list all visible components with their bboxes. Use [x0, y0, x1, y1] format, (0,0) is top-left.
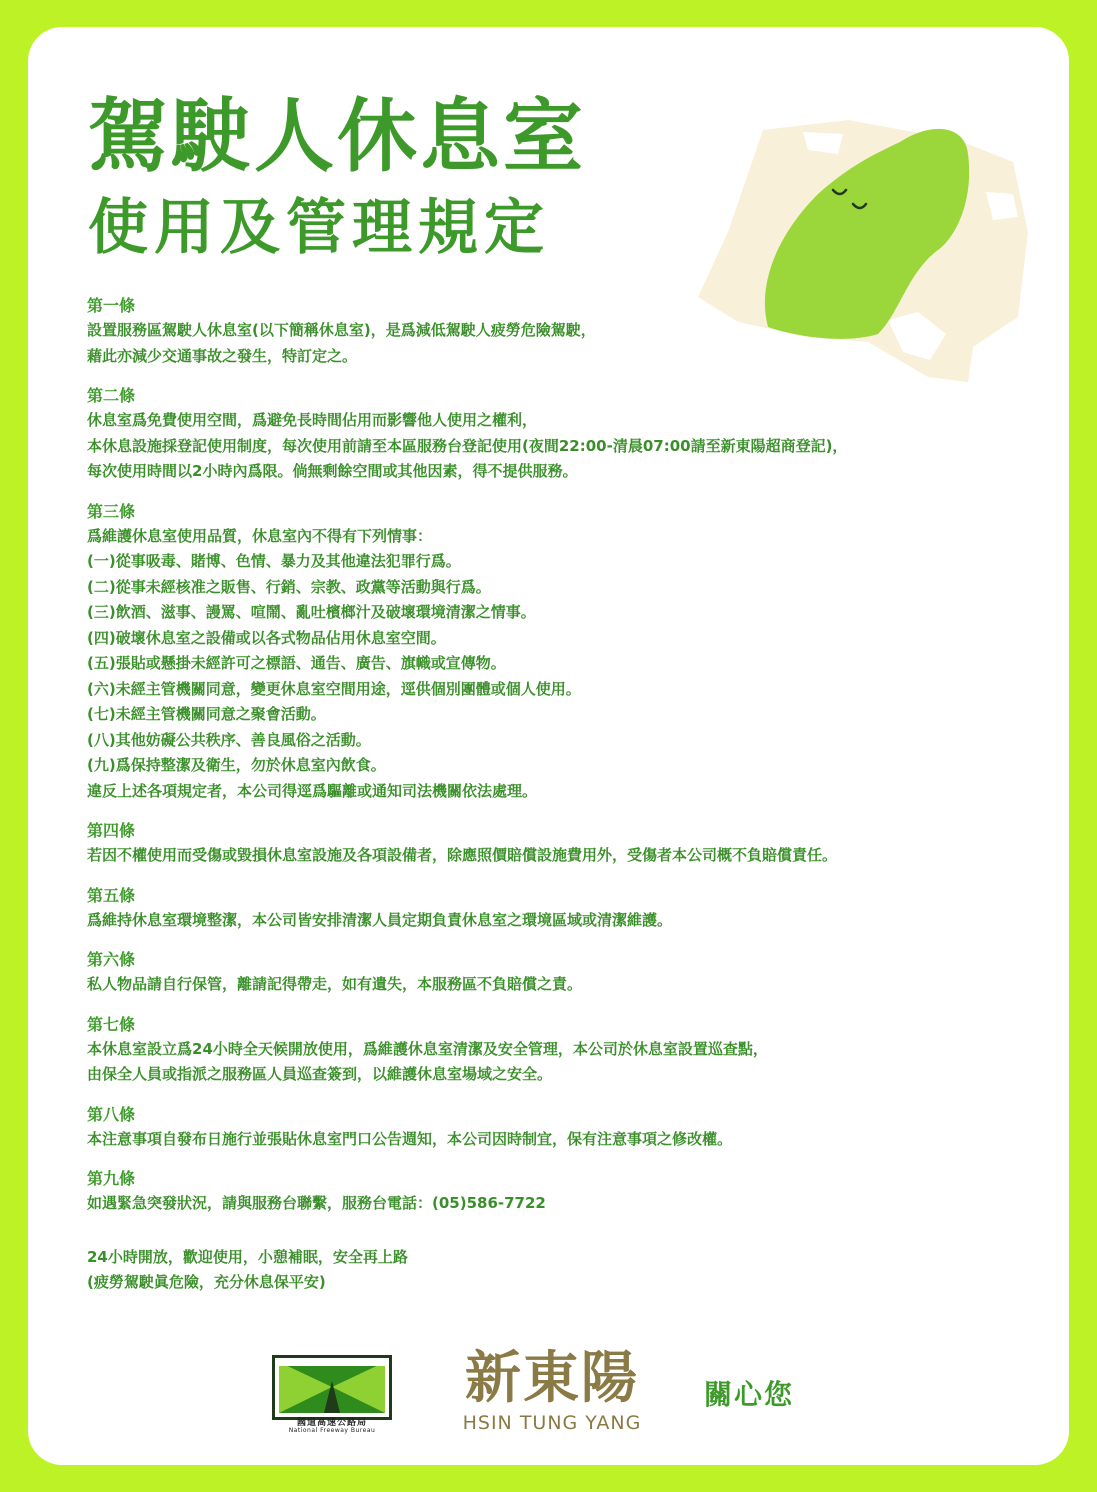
article-5	[87, 883, 1047, 934]
brand-logo-cn: 新東陽	[465, 1345, 639, 1411]
article-line: 本休息設施採登記使用制度，每次使用前請至本區服務台登記使用(夜間22:00-清晨07:00請至新東陽超商登記)，	[87, 436, 848, 455]
article-heading: 第三條	[87, 501, 136, 521]
footer	[28, 1345, 1069, 1445]
article-line: 每次使用時間以2小時內爲限。倘無剩餘空間或其他因素，得不提供服務。	[87, 462, 578, 480]
closing-line: 24小時開放，歡迎使用，小憩補眠，安全再上路	[87, 1247, 408, 1266]
article-line: 由保全人員或指派之服務區人員巡查簽到，以維護休息室場域之安全。	[87, 1065, 553, 1083]
article-heading: 第一條	[87, 296, 136, 315]
article-line: (八)其他妨礙公共秩序、善良風俗之活動。	[87, 730, 371, 749]
article-line: (四)破壞休息室之設備或以各式物品佔用休息室空間。	[87, 628, 446, 647]
article-line: 休息室爲免費使用空間，爲避免長時間佔用而影響他人使用之權利，	[87, 411, 538, 429]
article-line: 違反上述各項規定者，本公司得逕爲驅離或通知司法機關依法處理。	[87, 781, 538, 800]
article-heading: 第五條	[87, 885, 136, 905]
article-heading: 第九條	[87, 1169, 136, 1188]
article-line: (七)未經主管機關同意之聚會活動。	[87, 705, 326, 723]
article-4	[87, 818, 1047, 869]
closing-message	[87, 1245, 1047, 1296]
page-title	[88, 89, 586, 267]
article-7	[87, 1012, 1047, 1088]
tagline: 關心您	[704, 1378, 795, 1411]
article-heading: 第四條	[87, 821, 136, 840]
article-line: (九)爲保持整潔及衛生，勿於休息室內飲食。	[87, 756, 386, 774]
brand-logo-en: HSIN TUNG YANG	[462, 1412, 642, 1434]
article-line: (五)張貼或懸掛未經許可之標語、通告、廣告、旗幟或宣傳物。	[87, 654, 506, 672]
notice-card	[28, 27, 1069, 1465]
article-line: 設置服務區駕駛人休息室(以下簡稱休息室)，是爲減低駕駛人疲勞危險駕駛，	[87, 321, 596, 339]
article-3	[87, 499, 1047, 805]
article-line: 藉此亦減少交通事故之發生，特訂定之。	[87, 346, 358, 365]
article-line: 本休息室設立爲24小時全天候開放使用，爲維護休息室清潔及安全管理，本公司於休息室設置巡查點，	[87, 1039, 768, 1058]
article-line: (六)未經主管機關同意，變更休息室空間用途，逕供個別團體或個人使用。	[87, 679, 581, 698]
article-line: 本注意事項自發布日施行並張貼休息室門口公告週知，本公司因時制宜，保有注意事項之修改權。	[87, 1129, 733, 1148]
article-line: (一)從事吸毒、賭博、色情、暴力及其他違法犯罪行爲。	[87, 552, 461, 570]
article-1	[87, 293, 1047, 369]
closing-line: (疲勞駕駛眞危險，充分休息保平安)	[87, 1273, 326, 1291]
article-line: 若因不權使用而受傷或毀損休息室設施及各項設備者，除應照價賠償設施費用外，受傷者本公司概不負賠償責任。	[87, 846, 838, 864]
article-heading: 第六條	[87, 950, 136, 969]
article-line: (三)飲酒、滋事、謾罵、喧鬧、亂吐檳榔汁及破壞環境清潔之情事。	[87, 603, 536, 621]
nfb-name-cn: 國道高速公路局	[296, 1418, 367, 1428]
article-line: 私人物品請自行保管，離請記得帶走，如有遺失，本服務區不負賠償之責。	[87, 975, 583, 993]
rules-content	[87, 293, 1047, 1296]
nfb-name-en: National Freeway Bureau	[288, 1427, 376, 1434]
article-heading: 第七條	[87, 1014, 136, 1034]
article-8	[87, 1102, 1047, 1153]
article-2	[87, 383, 1047, 485]
title-line-2: 使用及管理規定	[88, 193, 550, 263]
article-line: (二)從事未經核准之販售、行銷、宗教、政黨等活動與行爲。	[87, 577, 491, 596]
article-heading: 第二條	[87, 386, 136, 405]
title-line-1: 駕駛人休息室	[88, 90, 586, 183]
article-line: 如遇緊急突發狀況，請與服務台聯繫，服務台電話：(05)586-7722	[87, 1194, 546, 1212]
article-9	[87, 1166, 1047, 1217]
article-line: 爲維持休息室環境整潔，本公司皆安排清潔人員定期負責休息室之環境區域或清潔維護。	[87, 910, 673, 929]
article-6	[87, 947, 1047, 998]
article-line: 爲維護休息室使用品質，休息室內不得有下列情事：	[87, 526, 433, 545]
article-heading: 第八條	[87, 1104, 136, 1124]
